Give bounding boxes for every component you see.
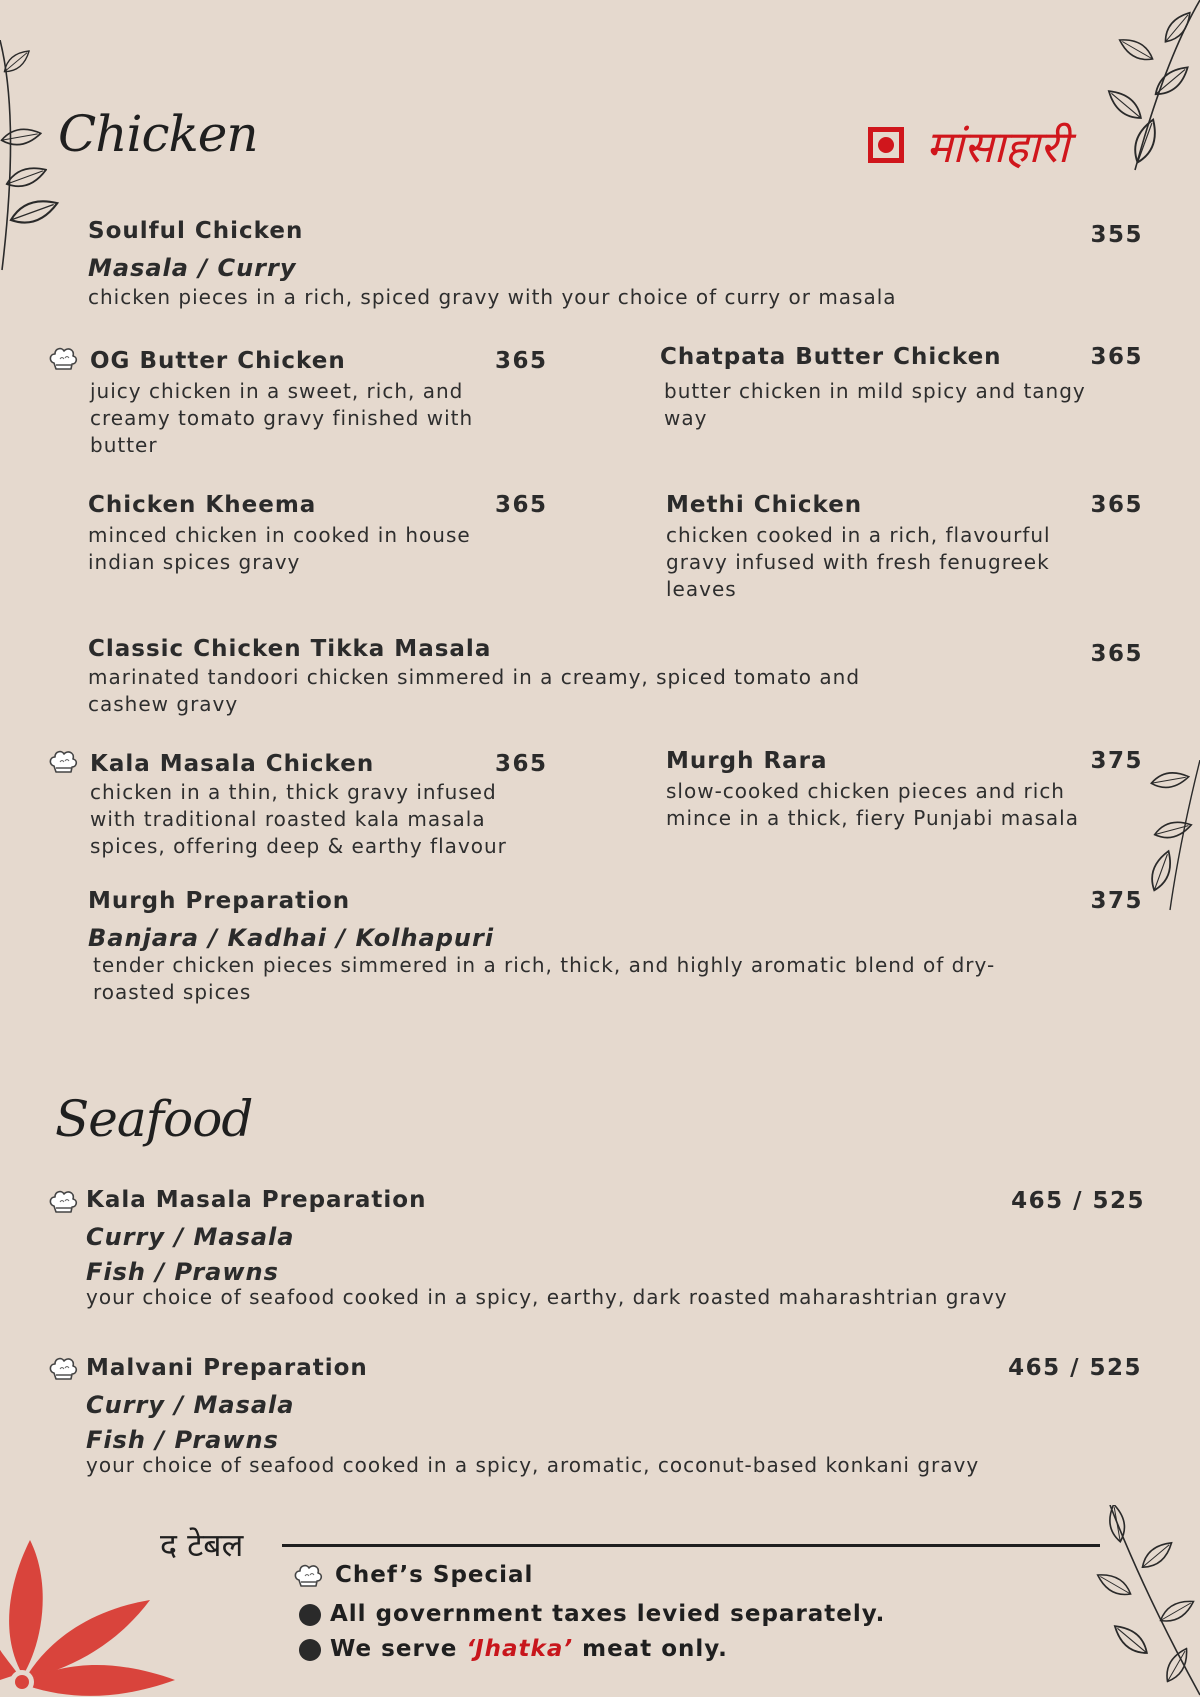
dish-description: tender chicken pieces simmered in a rich, thick, and highly aromatic blend of dry-roasted spices [93,953,996,1004]
dish-option: Curry / Masala [86,1391,295,1419]
dish-description: butter chicken in mild spicy and tangy way [664,379,1086,430]
note-taxes: All government taxes levied separately. [330,1601,886,1627]
chef-hat-icon [48,1355,78,1383]
note-meat [330,1636,728,1662]
note-meat-pre: We serve [330,1636,467,1662]
dish-option: Banjara / Kadhai / Kolhapuri [88,924,495,952]
leaf-branch-icon [1095,0,1200,180]
menu-item [88,218,1148,311]
section-title-chicken: Chicken [58,105,258,163]
dish-name: Soulful Chicken [88,218,304,244]
dish-price: 365 [495,751,548,777]
chef-special-legend: Chef’s Special [335,1562,534,1588]
chef-hat-icon [48,1188,78,1216]
menu-item [90,751,540,860]
chef-hat-icon [48,345,78,373]
dish-price: 365 [1090,492,1143,518]
dish-option: Curry / Masala [86,1223,295,1251]
dish-name: Murgh Preparation [88,888,351,914]
dish-name: Malvani Preparation [86,1355,368,1381]
menu-item [86,1187,1146,1311]
dish-option: Fish / Prawns [86,1258,279,1286]
dish-description: your choice of seafood cooked in a spicy, aromatic, coconut-based konkani gravy [86,1453,980,1477]
dish-description: minced chicken in cooked in house indian spices gravy [88,523,471,574]
non-veg-symbol-icon [868,127,904,163]
note-meat-post: meat only. [573,1636,728,1662]
leaf-branch-icon [0,40,80,300]
dish-name: Chatpata Butter Chicken [660,344,1002,370]
dish-price: 365 [495,348,548,374]
leaf-branch-icon [1085,1505,1200,1697]
dish-name: Kala Masala Preparation [86,1187,427,1213]
dish-description: slow-cooked chicken pieces and rich mince in a thick, fiery Punjabi masala [666,779,1079,830]
menu-item [660,344,1120,432]
dish-name: Kala Masala Chicken [90,751,375,777]
section-title-seafood: Seafood [55,1090,253,1148]
menu-item [666,748,1096,832]
menu-item [88,492,508,576]
red-flower-icon [0,1540,175,1697]
dish-price: 465 / 525 [1011,1188,1145,1214]
dish-price: 375 [1090,748,1143,774]
menu-item [666,492,1096,603]
dish-description: chicken cooked in a rich, flavourful gravy infused with fresh fenugreek leaves [666,523,1051,601]
leaf-branch-icon [1140,760,1200,920]
dish-name: Murgh Rara [666,748,828,774]
menu-item [90,348,510,459]
bullet-icon [299,1604,321,1626]
menu-item [88,888,1088,1006]
chef-hat-icon [48,748,78,776]
chef-hat-icon [293,1562,323,1590]
note-meat-highlight: ‘Jhatka’ [466,1636,574,1662]
dish-name: Classic Chicken Tikka Masala [88,636,492,662]
dish-description: chicken pieces in a rich, spiced gravy with your choice of curry or masala [88,285,897,309]
footer-divider [282,1544,1100,1547]
dish-price: 465 / 525 [1008,1355,1142,1381]
bullet-icon [299,1639,321,1661]
dish-option: Fish / Prawns [86,1426,279,1454]
dish-description: your choice of seafood cooked in a spicy, earthy, dark roasted maharashtrian gravy [86,1285,1008,1309]
dish-description: chicken in a thin, thick gravy infused with traditional roasted kala masala spices, offering deep & earthy flavour [90,780,507,858]
non-veg-label: मांसाहारी [926,122,1069,173]
dish-description: marinated tandoori chicken simmered in a creamy, spiced tomato and cashew gravy [88,665,861,716]
dish-name: Chicken Kheema [88,492,317,518]
dish-name: OG Butter Chicken [90,348,346,374]
non-veg-badge [868,115,1069,175]
dish-description: juicy chicken in a sweet, rich, and creamy tomato gravy finished with butter [90,379,474,457]
menu-item [88,636,888,718]
dish-option: Masala / Curry [88,254,297,282]
dish-name: Methi Chicken [666,492,863,518]
dish-price: 375 [1090,888,1143,914]
dish-price: 365 [1090,344,1143,370]
brand-logo-text: द टेबल [160,1526,244,1564]
dish-price: 365 [495,492,548,518]
dish-price: 355 [1090,222,1143,248]
dish-price: 365 [1090,641,1143,667]
menu-item [86,1355,1146,1479]
